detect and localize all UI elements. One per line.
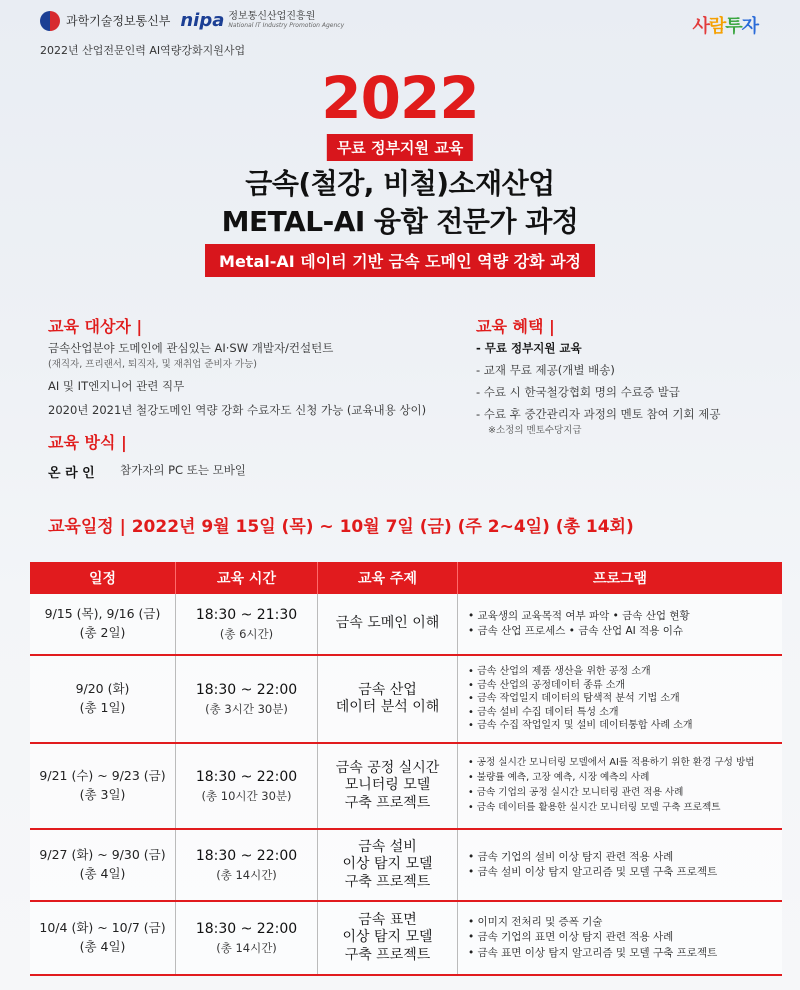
method-heading: 교육 방식 | <box>48 433 127 452</box>
topic-cell <box>318 902 458 974</box>
date-text: 9/15 (목), 9/16 (금) <box>44 606 161 622</box>
program-item: • 금속 기업의 표면 이상 탐지 관련 적용 사례 <box>468 930 776 945</box>
benefit-note: ※소정의 멘토수당지급 <box>488 425 582 436</box>
nipa-korean-name: 정보통신산업진흥원 <box>228 10 316 22</box>
ministry-name: 과학기술정보통신부 <box>66 14 171 28</box>
day-count: (총 2일) <box>79 625 126 640</box>
header-logos <box>40 10 344 31</box>
program-item: • 금속 산업의 공정데이터 종류 소개 <box>468 679 776 693</box>
target-line: AI 및 IT엔지니어 관련 직무 <box>48 379 185 393</box>
time-cell <box>176 902 318 974</box>
program-cell <box>458 902 782 974</box>
topic-line: 데이터 분석 이해 <box>335 699 440 715</box>
topic-cell <box>318 744 458 828</box>
date-cell <box>30 594 176 654</box>
program-item: • 교육생의 교육목적 여부 파악 • 금속 산업 현황 <box>468 609 776 624</box>
topic-line: 이상 탐지 모델 <box>342 929 433 946</box>
free-education-badge: 무료 정부지원 교육 <box>327 134 473 161</box>
column-header: 프로그램 <box>592 571 648 587</box>
nipa-english-name: National IT Industry Promotion Agency <box>228 22 345 30</box>
time-range: 18:30 ~ 22:00 <box>195 681 298 698</box>
program-cell <box>458 830 782 900</box>
day-count: (총 4일) <box>79 866 126 881</box>
date-text: 9/27 (화) ~ 9/30 (금) <box>39 847 166 863</box>
schedule-table <box>30 562 782 976</box>
date-text: 9/20 (화) <box>75 681 130 697</box>
benefit-line: - 교재 무료 제공(개별 배송) <box>476 363 615 377</box>
program-item: • 공정 실시간 모니터링 모델에서 AI를 적용하기 위한 환경 구성 방법 <box>468 756 776 771</box>
time-cell <box>176 656 318 742</box>
brand-logo <box>692 12 758 38</box>
time-range: 18:30 ~ 22:00 <box>195 847 298 864</box>
topic-line: 이상 탐지 모델 <box>342 856 433 873</box>
topic-cell <box>318 656 458 742</box>
topic-line: 구축 프로젝트 <box>344 873 431 890</box>
course-title-line1: 금속(철강, 비철)소재산업 <box>245 167 555 200</box>
date-cell <box>30 656 176 742</box>
date-cell <box>30 830 176 900</box>
program-cell <box>458 744 782 828</box>
table-row <box>30 744 782 830</box>
program-item: • 이미지 전처리 및 증폭 기술 <box>468 915 776 930</box>
topic-line: 금속 도메인 이해 <box>335 615 440 632</box>
total-hours: (총 14시간) <box>216 867 277 882</box>
date-cell <box>30 902 176 974</box>
topic-line: 구축 프로젝트 <box>344 794 431 811</box>
nipa-logo <box>180 10 344 31</box>
date-text: 10/4 (화) ~ 10/7 (금) <box>39 920 166 936</box>
method-label: 온 라 인 <box>48 466 95 481</box>
benefit-line: - 수료 후 중간관리자 과정의 멘토 참여 기회 제공 <box>476 407 721 421</box>
day-count: (총 1일) <box>79 700 126 715</box>
table-row <box>30 656 782 744</box>
program-item: • 금속 수집 작업일지 및 설비 데이터통합 사례 소개 <box>468 719 776 733</box>
taegeuk-emblem-icon <box>40 11 60 31</box>
program-name: 2022년 산업전문인력 AI역량강화지원사업 <box>40 44 246 57</box>
day-count: (총 3일) <box>79 787 126 802</box>
topic-line: 구축 프로젝트 <box>344 946 431 963</box>
topic-line: 모니터링 모델 <box>344 777 431 794</box>
date-text: 9/21 (수) ~ 9/23 (금) <box>39 768 166 784</box>
course-subtitle: Metal-AI 데이터 기반 금속 도메인 역량 강화 과정 <box>205 244 595 277</box>
year-title: 2022 <box>321 64 479 132</box>
table-row <box>30 594 782 656</box>
table-header-row <box>30 562 782 594</box>
program-cell <box>458 594 782 654</box>
brand-char: 투 <box>725 16 742 37</box>
column-header: 일정 <box>30 562 176 594</box>
column-header: 교육 시간 <box>176 562 318 594</box>
time-range: 18:30 ~ 21:30 <box>195 606 298 623</box>
program-item: • 금속 설비 수집 데이터 특성 소개 <box>468 706 776 720</box>
benefits-heading: 교육 혜택 | <box>476 317 555 336</box>
program-item: • 금속 설비 이상 탐지 알고리즘 및 모델 구축 프로젝트 <box>468 865 776 880</box>
program-item: • 불량률 예측, 고장 예측, 시장 예측의 사례 <box>468 771 776 786</box>
brand-char: 자 <box>741 16 758 37</box>
time-cell <box>176 594 318 654</box>
column-header: 교육 주제 <box>318 562 458 594</box>
program-item: • 금속 산업 프로세스 • 금속 산업 AI 적용 이슈 <box>468 624 776 639</box>
target-heading: 교육 대상자 | <box>48 317 143 336</box>
brand-char: 람 <box>708 16 726 37</box>
date-cell <box>30 744 176 828</box>
course-title-line2: METAL-AI 융합 전문가 과정 <box>221 205 579 238</box>
time-range: 18:30 ~ 22:00 <box>195 920 298 937</box>
program-item: • 금속 표면 이상 탐지 알고리즘 및 모델 구축 프로젝트 <box>468 946 776 961</box>
table-row <box>30 902 782 976</box>
nipa-wordmark: nipa <box>180 10 225 31</box>
method-value: 참가자의 PC 또는 모바일 <box>120 463 246 477</box>
benefit-line: - 무료 정부지원 교육 <box>476 341 582 355</box>
time-range: 18:30 ~ 22:00 <box>195 768 298 785</box>
ministry-logo <box>40 11 170 31</box>
total-hours: (총 14시간) <box>216 940 277 955</box>
topic-line: 금속 설비 <box>358 838 417 855</box>
target-line: (재직자, 프리랜서, 퇴직자, 및 재취업 준비자 가능) <box>48 359 257 370</box>
topic-line: 금속 산업 <box>358 681 417 698</box>
topic-line: 금속 공정 실시간 <box>335 759 440 776</box>
total-hours: (총 3시간 30분) <box>205 701 288 716</box>
total-hours: (총 6시간) <box>219 626 274 641</box>
day-count: (총 4일) <box>79 939 126 954</box>
total-hours: (총 10시간 30분) <box>201 788 292 803</box>
table-row <box>30 830 782 902</box>
schedule-heading: 교육일정 | 2022년 9월 15일 (목) ~ 10월 7일 (금) (주 2~4일) (총 14회) <box>48 517 634 537</box>
program-item: • 금속 작업일지 데이터의 탐색적 분석 기법 소개 <box>468 692 776 706</box>
program-cell <box>458 656 782 742</box>
topic-line: 금속 표면 <box>358 911 417 928</box>
topic-cell <box>318 830 458 900</box>
program-item: • 금속 산업의 제품 생산을 위한 공정 소개 <box>468 665 776 679</box>
program-item: • 금속 데이터를 활용한 실시간 모니터링 모델 구축 프로젝트 <box>468 801 776 816</box>
benefit-line: - 수료 시 한국철강협회 명의 수료증 발급 <box>476 385 680 399</box>
target-line: 금속산업분야 도메인에 관심있는 AI·SW 개발자/컨설턴트 <box>48 341 334 355</box>
program-item: • 금속 기업의 설비 이상 탐지 관련 적용 사례 <box>468 850 776 865</box>
time-cell <box>176 744 318 828</box>
brand-char: 사 <box>692 16 709 37</box>
time-cell <box>176 830 318 900</box>
target-line: 2020년 2021년 철강도메인 역량 강화 수료자도 신청 가능 (교육내용 상이) <box>48 403 427 417</box>
topic-cell <box>318 594 458 654</box>
program-item: • 금속 기업의 공정 실시간 모니터링 관련 적용 사례 <box>468 786 776 801</box>
